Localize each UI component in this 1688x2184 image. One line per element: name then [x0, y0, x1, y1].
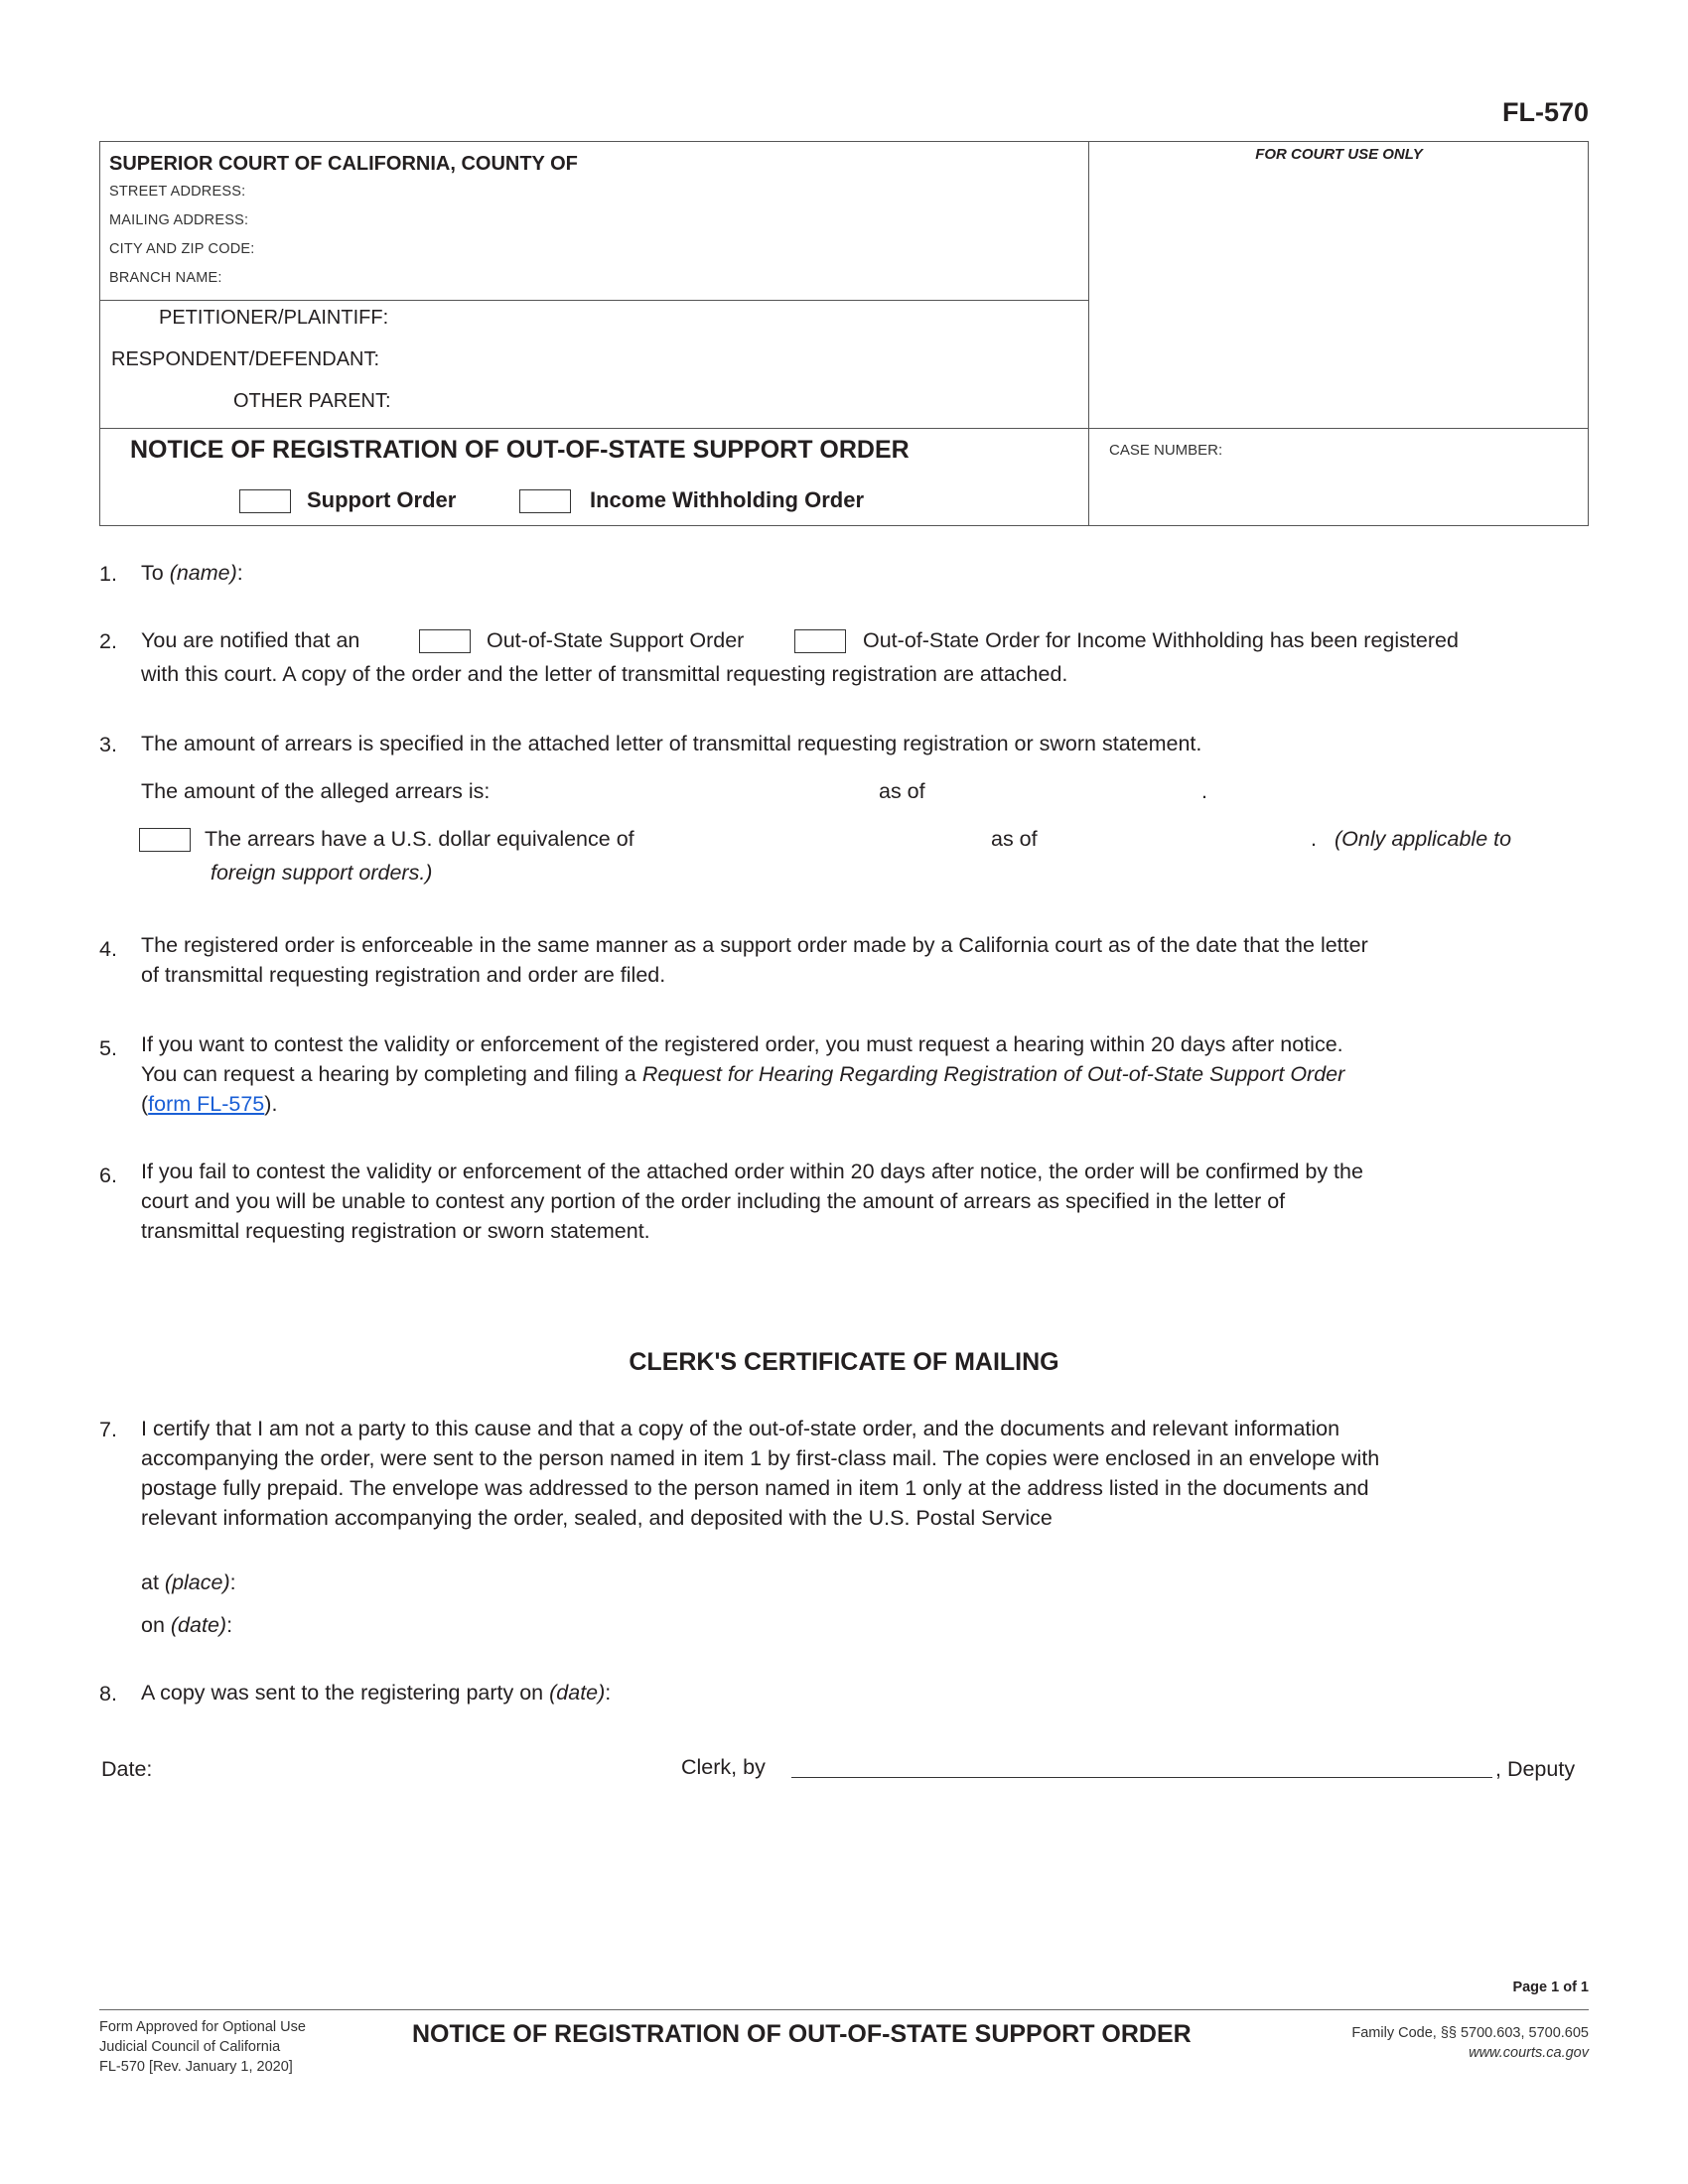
deputy-label: , Deputy	[1495, 1757, 1576, 1781]
item-6-text: If you fail to contest the validity or enforcement of the attached order within 20 days after notice, the order will be confirmed by the	[141, 1160, 1363, 1183]
usd-equivalence-checkbox[interactable]	[139, 828, 191, 852]
support-order-checkbox[interactable]	[239, 489, 291, 513]
alleged-arrears-as-of: as of	[879, 779, 925, 803]
usd-equivalence-as-of: as of	[991, 827, 1038, 851]
form-number: FL-570	[1501, 97, 1589, 127]
page-number: Page 1 of 1	[1512, 1979, 1589, 1995]
case-number-label[interactable]: CASE NUMBER:	[1109, 442, 1223, 459]
item-4-text: The registered order is enforceable in the same manner as a support order made by a California court as of the date that the letter	[141, 933, 1368, 957]
section-title: CLERK'S CERTIFICATE OF MAILING	[629, 1348, 1059, 1376]
footer-rule	[99, 2009, 1589, 2010]
caption-rule	[100, 428, 1588, 429]
foreign-note: (Only applicable to	[1335, 827, 1512, 851]
item-number: 5.	[99, 1036, 117, 1060]
item-number: 7.	[99, 1418, 117, 1441]
item-1-text: To (name):	[141, 561, 243, 585]
caption-divider	[1088, 142, 1089, 525]
city-zip-label[interactable]: CITY AND ZIP CODE:	[109, 241, 255, 257]
alleged-arrears-label: The amount of the alleged arrears is:	[141, 779, 491, 803]
petitioner-label[interactable]: PETITIONER/PLAINTIFF:	[159, 307, 389, 329]
form-approval: Form Approved for Optional Use Judicial Council of California FL-570 [Rev. January 1, 2020]	[99, 2019, 306, 2075]
item-6-text-cont: transmittal requesting registration or sworn statement.	[141, 1219, 650, 1243]
court-title: SUPERIOR COURT OF CALIFORNIA, COUNTY OF	[109, 153, 578, 175]
item-7-text: I certify that I am not a party to this cause and that a copy of the out-of-state order, and the documents and relevant information	[141, 1417, 1340, 1440]
clerk-by-label: Clerk, by	[681, 1755, 766, 1779]
item-4-text-cont: of transmittal requesting registration and order are filed.	[141, 963, 666, 987]
item-number: 3.	[99, 733, 117, 756]
mailing-place-label[interactable]: at (place):	[141, 1570, 236, 1594]
courts-website[interactable]: www.courts.ca.gov	[1469, 2045, 1589, 2061]
item-2-text: You are notified that an	[141, 628, 360, 652]
document-title: NOTICE OF REGISTRATION OF OUT-OF-STATE SUPPORT ORDER	[130, 436, 910, 464]
mailing-address-label[interactable]: MAILING ADDRESS:	[109, 212, 249, 228]
item-2-option-2: Out-of-State Order for Income Withholding has been registered	[863, 628, 1459, 652]
item-number: 6.	[99, 1163, 117, 1187]
item-7-text-cont: accompanying the order, were sent to the person named in item 1 by first-class mail. The copies were enclosed in an envelope with	[141, 1446, 1380, 1470]
foreign-note-cont: foreign support orders.)	[211, 861, 433, 885]
item-7-text-cont: postage fully prepaid. The envelope was addressed to the person named in item 1 only at the address listed in the documents and	[141, 1476, 1369, 1500]
footer-title: NOTICE OF REGISTRATION OF OUT-OF-STATE SUPPORT ORDER	[412, 2020, 1192, 2048]
item-7-text-cont: relevant information accompanying the order, sealed, and deposited with the U.S. Postal Service	[141, 1506, 1053, 1530]
out-of-state-support-checkbox[interactable]	[419, 629, 471, 653]
item-5-link-line: (form FL-575).	[141, 1092, 278, 1116]
caption-rule	[100, 300, 1088, 301]
branch-name-label[interactable]: BRANCH NAME:	[109, 270, 222, 286]
other-parent-label[interactable]: OTHER PARENT:	[233, 390, 391, 412]
item-6-text-cont: court and you will be unable to contest any portion of the order including the amount of arrears as specified in the letter of	[141, 1189, 1286, 1213]
mailing-date-label[interactable]: on (date):	[141, 1613, 233, 1637]
period: .	[1201, 779, 1207, 803]
income-withholding-label: Income Withholding Order	[590, 487, 865, 512]
item-8-text[interactable]: A copy was sent to the registering party on (date):	[141, 1681, 612, 1705]
item-3-text: The amount of arrears is specified in the attached letter of transmittal requesting registration or sworn statement.	[141, 732, 1202, 755]
item-5-text-cont: You can request a hearing by completing and filing a Request for Hearing Regarding Registration of Out-of-State Support Order	[141, 1062, 1345, 1086]
respondent-label[interactable]: RESPONDENT/DEFENDANT:	[111, 348, 380, 370]
signature-date-label[interactable]: Date:	[101, 1757, 153, 1781]
support-order-label: Support Order	[307, 487, 457, 512]
period: .	[1311, 827, 1317, 851]
item-number: 8.	[99, 1682, 117, 1706]
usd-equivalence-label: The arrears have a U.S. dollar equivalence of	[205, 827, 634, 851]
item-number: 1.	[99, 562, 117, 586]
item-number: 4.	[99, 937, 117, 961]
item-number: 2.	[99, 629, 117, 653]
income-withholding-checkbox[interactable]	[519, 489, 571, 513]
caption-box	[99, 141, 1589, 526]
item-2-text-cont: with this court. A copy of the order and the letter of transmittal requesting registration are attached.	[141, 662, 1068, 686]
item-2-option-1: Out-of-State Support Order	[487, 628, 745, 652]
street-address-label[interactable]: STREET ADDRESS:	[109, 184, 246, 200]
form-fl-575-link[interactable]: form FL-575	[148, 1092, 265, 1116]
footer-citation: Family Code, §§ 5700.603, 5700.605 www.courts.ca.gov	[1351, 2025, 1589, 2061]
income-withholding-order-checkbox[interactable]	[794, 629, 846, 653]
court-use-only: FOR COURT USE ONLY	[1255, 146, 1423, 163]
item-5-text: If you want to contest the validity or enforcement of the registered order, you must request a hearing within 20 days after notice.	[141, 1032, 1343, 1056]
clerk-signature-line[interactable]	[791, 1777, 1492, 1778]
